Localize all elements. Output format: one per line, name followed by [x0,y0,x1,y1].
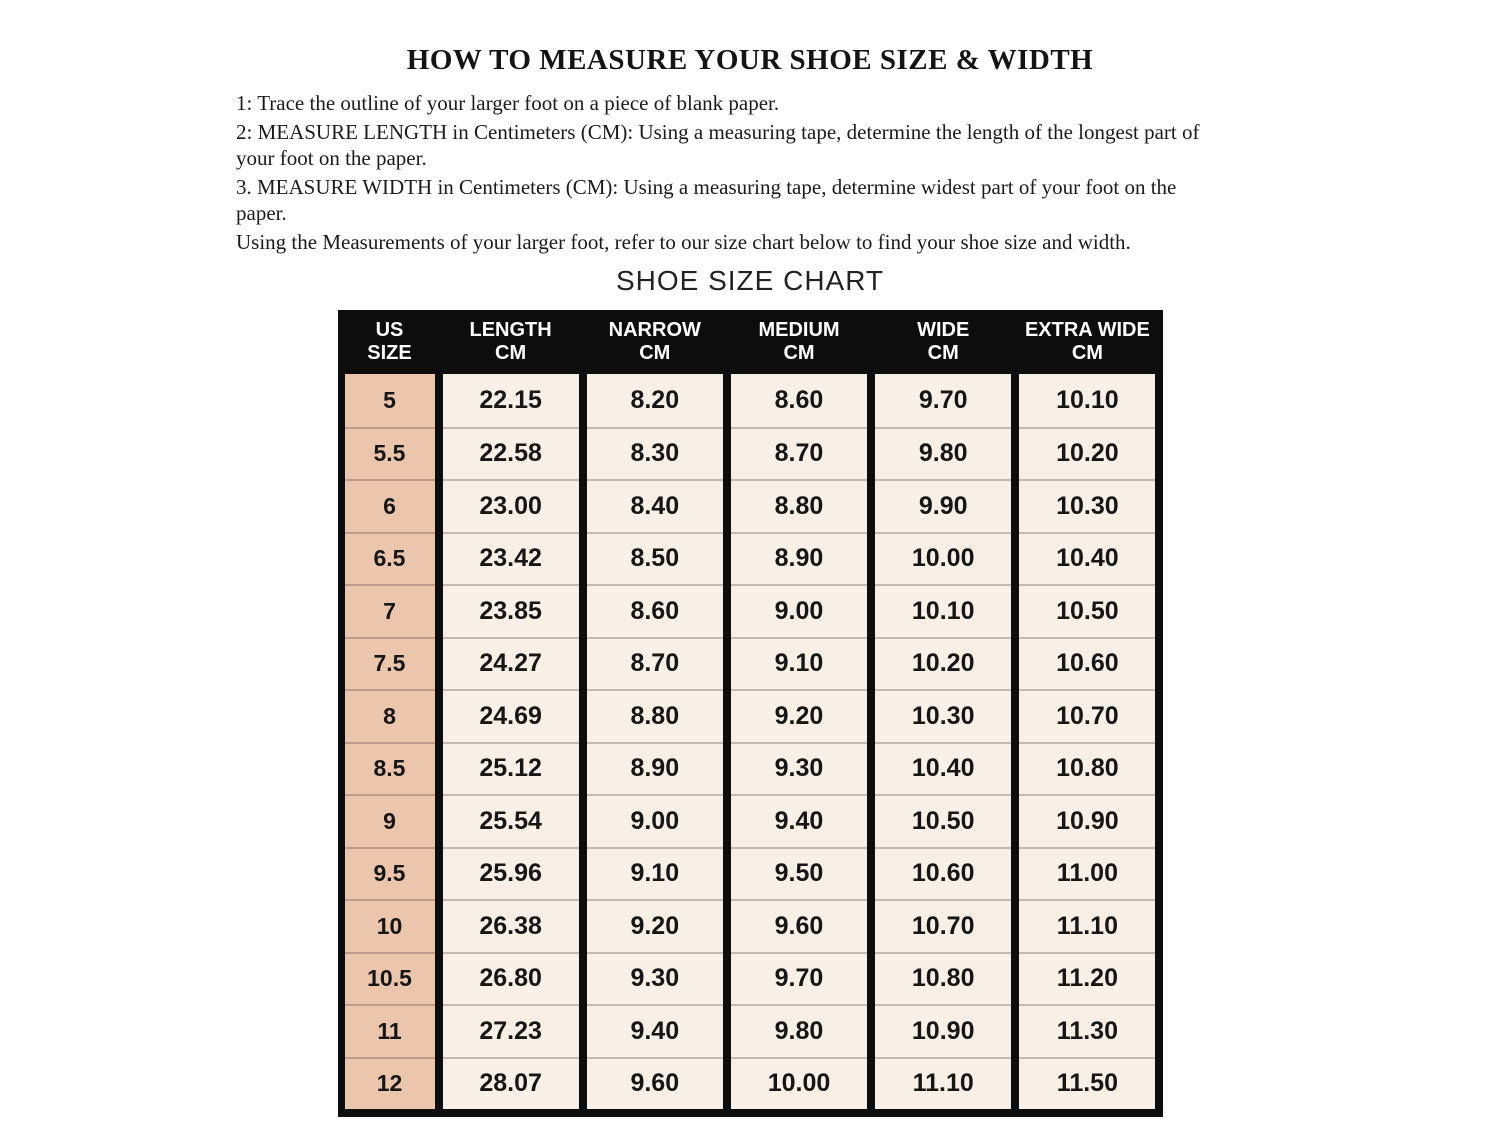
cell-us-size: 11 [345,1004,435,1057]
cell-extra-wide-cm: 10.80 [1019,742,1155,795]
header-cell-narrow-cm [587,310,723,374]
header-label: MEDIUM [758,319,840,341]
cell-medium-cm: 9.50 [731,847,867,900]
cell-wide-cm: 10.70 [875,899,1011,952]
cell-us-size: 9 [345,794,435,847]
cell-us-size: 10.5 [345,952,435,1005]
cell-narrow-cm: 9.30 [587,952,723,1005]
cell-length-cm: 26.38 [443,899,579,952]
cell-medium-cm: 8.80 [731,479,867,532]
header-cell-length-cm [443,310,579,374]
cell-wide-cm: 10.30 [875,689,1011,742]
cell-wide-cm: 9.90 [875,479,1011,532]
header-label: US [375,319,404,341]
cell-narrow-cm: 9.40 [587,1004,723,1057]
cell-extra-wide-cm: 10.90 [1019,794,1155,847]
instruction-step-2: 2: MEASURE LENGTH in Centimeters (CM): Using a measuring tape, determine the length of the longest part of your foot on the paper. [236,120,1200,170]
shoe-size-table [338,310,1163,1117]
header-cell-wide-cm [875,310,1011,374]
cell-extra-wide-cm: 10.40 [1019,532,1155,585]
header-label: EXTRA WIDE [1024,319,1150,341]
cell-length-cm: 22.15 [443,374,579,427]
cell-length-cm: 23.85 [443,584,579,637]
cell-narrow-cm: 8.30 [587,427,723,480]
cell-us-size: 6.5 [345,532,435,585]
cell-narrow-cm: 8.20 [587,374,723,427]
cell-medium-cm: 9.20 [731,689,867,742]
cell-us-size: 7.5 [345,637,435,690]
cell-us-size: 12 [345,1057,435,1110]
header-label: CM [783,342,815,364]
cell-wide-cm: 10.00 [875,532,1011,585]
cell-wide-cm: 9.80 [875,427,1011,480]
cell-wide-cm: 10.20 [875,637,1011,690]
instruction-note: Using the Measurements of your larger foot, refer to our size chart below to find your shoe size and width. [236,230,1131,254]
cell-length-cm: 25.12 [443,742,579,795]
cell-narrow-cm: 9.60 [587,1057,723,1110]
cell-extra-wide-cm: 10.10 [1019,374,1155,427]
cell-us-size: 8 [345,689,435,742]
cell-wide-cm: 10.90 [875,1004,1011,1057]
chart-title: SHOE SIZE CHART [615,265,885,296]
cell-extra-wide-cm: 11.00 [1019,847,1155,900]
cell-us-size: 10 [345,899,435,952]
cell-narrow-cm: 8.60 [587,584,723,637]
cell-narrow-cm: 8.80 [587,689,723,742]
instruction-step-3: 3. MEASURE WIDTH in Centimeters (CM): Using a measuring tape, determine widest part of your foot on the paper. [236,175,1177,225]
cell-narrow-cm: 8.40 [587,479,723,532]
cell-extra-wide-cm: 11.20 [1019,952,1155,1005]
cell-us-size: 6 [345,479,435,532]
header-cell-extra-wide-cm [1019,310,1155,374]
cell-narrow-cm: 8.90 [587,742,723,795]
cell-length-cm: 24.27 [443,637,579,690]
cell-extra-wide-cm: 10.60 [1019,637,1155,690]
cell-wide-cm: 10.80 [875,952,1011,1005]
cell-medium-cm: 9.80 [731,1004,867,1057]
cell-wide-cm: 9.70 [875,374,1011,427]
cell-narrow-cm: 9.00 [587,794,723,847]
cell-wide-cm: 11.10 [875,1057,1011,1110]
cell-extra-wide-cm: 10.70 [1019,689,1155,742]
header-label: SIZE [367,342,412,364]
cell-narrow-cm: 8.70 [587,637,723,690]
header-label: CM [927,342,959,364]
cell-extra-wide-cm: 11.50 [1019,1057,1155,1110]
header-label: WIDE [917,319,970,341]
instruction-step-1: 1: Trace the outline of your larger foot on a piece of blank paper. [236,91,780,115]
cell-medium-cm: 8.90 [731,532,867,585]
cell-extra-wide-cm: 11.10 [1019,899,1155,952]
cell-extra-wide-cm: 11.30 [1019,1004,1155,1057]
cell-us-size: 9.5 [345,847,435,900]
cell-wide-cm: 10.50 [875,794,1011,847]
cell-length-cm: 23.42 [443,532,579,585]
cell-medium-cm: 10.00 [731,1057,867,1110]
cell-medium-cm: 9.70 [731,952,867,1005]
cell-medium-cm: 8.70 [731,427,867,480]
cell-medium-cm: 9.60 [731,899,867,952]
cell-medium-cm: 9.30 [731,742,867,795]
header-label: NARROW [608,319,701,341]
cell-wide-cm: 10.10 [875,584,1011,637]
cell-narrow-cm: 9.20 [587,899,723,952]
cell-extra-wide-cm: 10.50 [1019,584,1155,637]
cell-length-cm: 25.54 [443,794,579,847]
instructions [236,90,1226,255]
cell-extra-wide-cm: 10.20 [1019,427,1155,480]
cell-us-size: 8.5 [345,742,435,795]
cell-narrow-cm: 8.50 [587,532,723,585]
cell-wide-cm: 10.60 [875,847,1011,900]
page-title: HOW TO MEASURE YOUR SHOE SIZE & WIDTH [406,44,1094,76]
cell-narrow-cm: 9.10 [587,847,723,900]
cell-us-size: 5 [345,374,435,427]
cell-medium-cm: 8.60 [731,374,867,427]
header-label: CM [495,342,527,364]
cell-length-cm: 26.80 [443,952,579,1005]
header-cell-medium-cm [731,310,867,374]
cell-medium-cm: 9.00 [731,584,867,637]
cell-length-cm: 22.58 [443,427,579,480]
cell-length-cm: 28.07 [443,1057,579,1110]
cell-us-size: 5.5 [345,427,435,480]
header-cell-us-size [345,310,435,374]
cell-medium-cm: 9.10 [731,637,867,690]
cell-length-cm: 24.69 [443,689,579,742]
cell-wide-cm: 10.40 [875,742,1011,795]
cell-length-cm: 27.23 [443,1004,579,1057]
cell-extra-wide-cm: 10.30 [1019,479,1155,532]
header-label: LENGTH [469,319,552,341]
header-label: CM [1071,342,1103,364]
cell-length-cm: 25.96 [443,847,579,900]
cell-us-size: 7 [345,584,435,637]
cell-medium-cm: 9.40 [731,794,867,847]
header-label: CM [639,342,671,364]
cell-length-cm: 23.00 [443,479,579,532]
